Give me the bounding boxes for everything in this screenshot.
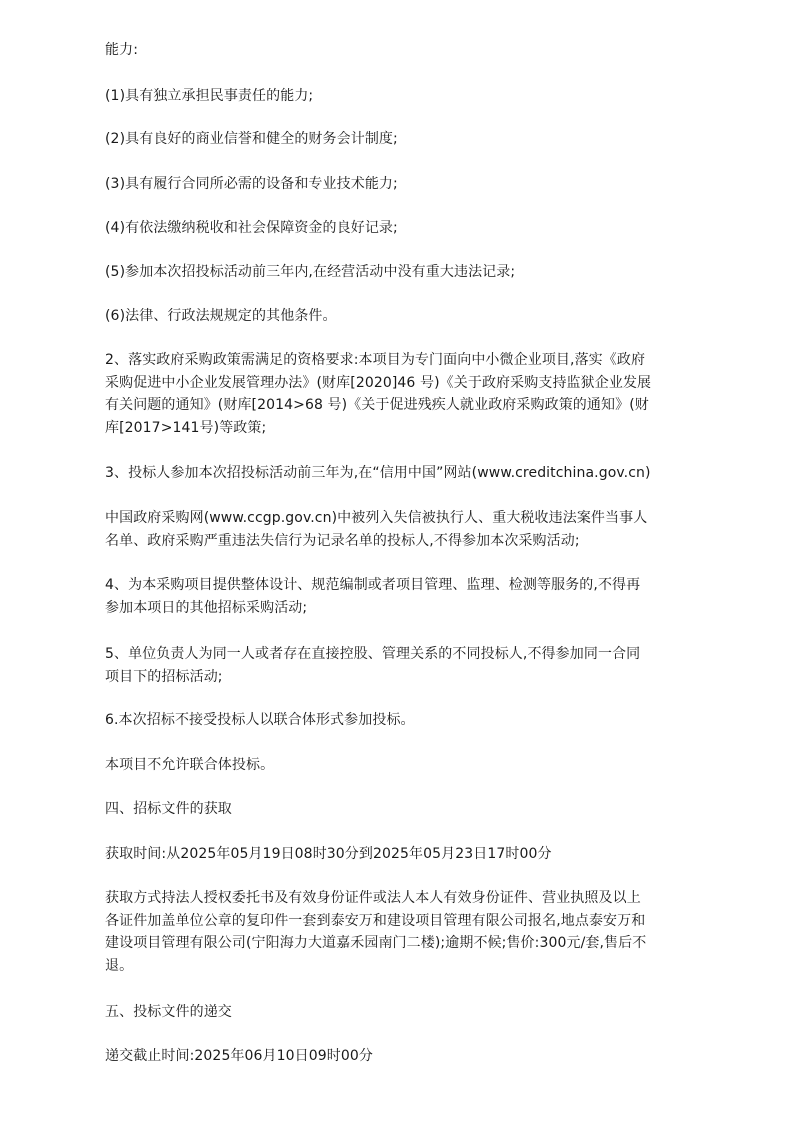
paragraph-blacklist: 中国政府采购网(www.ccgp.gov.cn)中被列入失信被执行人、重大税收违法案件当事人 名单、政府采购严重违法失信行为记录名单的投标人,不得参加本次采购活动; xyxy=(105,510,648,549)
paragraph-requirement-4: (4)有依法缴纳税收和社会保障资金的良好记录; xyxy=(105,220,398,236)
paragraph-submission-deadline: 递交截止时间:2025年06月10日09时00分 xyxy=(105,1048,374,1064)
paragraph-related-bidders: 5、单位负责人为同一人或者存在直接控股、管理关系的不同投标人,不得参加同一合同 项目下的招标活动; xyxy=(105,646,641,685)
paragraph-requirement-2: (2)具有良好的商业信誉和健全的财务会计制度; xyxy=(105,131,398,147)
paragraph-requirement-6: (6)法律、行政法规规定的其他条件。 xyxy=(105,308,337,324)
paragraph-service-exclusion: 4、为本采购项目提供整体设计、规范编制或者项目管理、监理、检测等服务的,不得再 参加本项日的其他招标采购活动; xyxy=(105,577,641,616)
paragraph-requirement-1: (1)具有独立承担民事责任的能力; xyxy=(105,88,314,104)
paragraph-policy-requirements: 2、落实政府采购政策需满足的资格要求:本项目为专门面向中小微企业项目,落实《政府 采购促进中小企业发展管理办法》(财库[2020]46 号)《关于政府采购支持监狱企业发展 有关问题的通知》(财库[2014>68 号)《关于促进残疾人就业政府采购政策的通知》(财 库[2017>141号)等政策; xyxy=(105,352,652,436)
paragraph-requirement-5: (5)参加本次招投标活动前三年内,在经营活动中没有重大违法记录; xyxy=(105,264,516,280)
paragraph-no-consortium: 6.本次招标不接受投标人以联合体形式参加投标。 xyxy=(105,712,415,728)
section-heading-obtain-documents: 四、招标文件的获取 xyxy=(105,801,232,817)
paragraph-requirement-3: (3)具有履行合同所必需的设备和专业技术能力; xyxy=(105,176,398,192)
paragraph-obtain-time: 获取时间:从2025年05月19日08时30分到2025年05月23日17时00分 xyxy=(105,846,552,862)
section-heading-submit-documents: 五、投标文件的递交 xyxy=(105,1004,232,1020)
paragraph-consortium-not-allowed: 本项目不允许联合体投标。 xyxy=(105,757,275,773)
paragraph-obtain-method: 获取方式持法人授权委托书及有效身份证件或法人本人有效身份证件、营业执照及以上 各证件加盖单位公章的复印件一套到泰安万和建设项目管理有限公司报名,地点泰安万和 建设项目管理有限公司(宁阳海力大道嘉禾园南门二楼);逾期不候;售价:300元/套,售后不 退。 xyxy=(105,890,647,974)
paragraph-credit-check: 3、投标人参加本次招投标活动前三年为,在“信用中国”网站(www.creditchina.gov.cn) xyxy=(105,465,651,481)
paragraph-ability-heading: 能力: xyxy=(105,42,139,58)
